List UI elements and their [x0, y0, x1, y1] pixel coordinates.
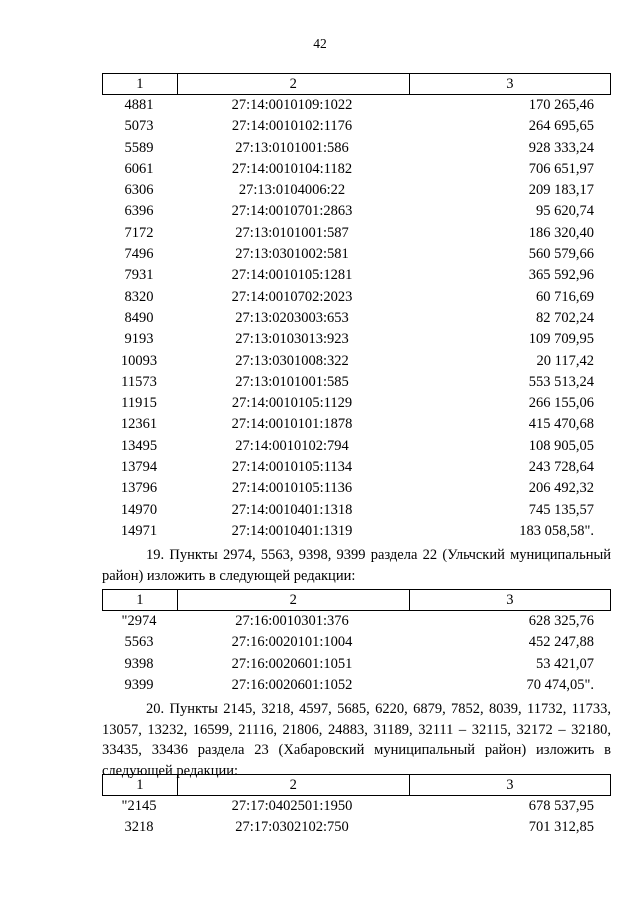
- item-number: 6306: [124, 182, 154, 199]
- table-row: [102, 654, 611, 675]
- table-row: [102, 201, 611, 222]
- cadastral-number: 27:13:0103013:923: [235, 331, 349, 348]
- cadastral-value: 452 247,88: [528, 634, 594, 651]
- item-number: 9399: [124, 676, 154, 693]
- cadastral-value: 706 651,97: [528, 160, 594, 177]
- cadastral-value: 186 320,40: [528, 224, 594, 241]
- item-number: 6396: [124, 203, 154, 220]
- cadastral-value: 108 905,05: [528, 437, 594, 454]
- cadastral-value: 264 695,65: [528, 118, 594, 135]
- item-number: 12361: [120, 416, 158, 433]
- item-number: 9398: [124, 655, 154, 672]
- cadastral-number: 27:14:0010701:2863: [231, 203, 353, 220]
- header-col-3: 3: [410, 74, 611, 94]
- table-row: [102, 287, 611, 308]
- item-number: "2145: [121, 798, 157, 814]
- table-row: [102, 244, 611, 265]
- paragraph-20: [102, 699, 611, 781]
- cadastral-number: 27:13:0101001:586: [235, 139, 349, 156]
- cadastral-value: 365 592,96: [528, 267, 594, 284]
- item-number: 13495: [120, 437, 158, 454]
- cadastral-value: 928 333,24: [528, 139, 594, 156]
- table-3: [102, 774, 611, 839]
- cadastral-value: 745 135,57: [528, 501, 594, 518]
- item-number: 8320: [124, 288, 154, 305]
- table-row: [102, 116, 611, 137]
- cadastral-value: 70 474,05".: [526, 676, 594, 693]
- table-row: [102, 611, 611, 632]
- item-number: 5589: [124, 139, 154, 156]
- item-number: 14971: [120, 522, 158, 539]
- header-col-2: 2: [178, 74, 410, 94]
- item-number: 10093: [120, 352, 158, 369]
- cadastral-number: 27:16:0020101:1004: [231, 634, 353, 651]
- cadastral-value: 206 492,32: [528, 480, 594, 497]
- item-number: 7172: [124, 224, 154, 241]
- table-row: [102, 351, 611, 372]
- cadastral-value: 109 709,95: [528, 331, 594, 348]
- cadastral-number: 27:13:0104006:22: [238, 182, 346, 199]
- cadastral-number: 27:14:0010401:1318: [231, 501, 353, 518]
- table-row: [102, 138, 611, 159]
- cadastral-number: 27:14:0010105:1129: [231, 395, 353, 412]
- cadastral-number: 27:14:0010104:1182: [231, 160, 353, 177]
- item-number: 11915: [121, 395, 157, 412]
- cadastral-number: 27:14:0010105:1281: [231, 267, 353, 284]
- cadastral-value: 53 421,07: [536, 655, 594, 672]
- cadastral-value: 701 312,85: [528, 819, 594, 836]
- table-row: [102, 817, 611, 838]
- cadastral-number: 27:13:0301008:322: [235, 352, 349, 369]
- table-row: [102, 521, 611, 542]
- header-col-3: 3: [410, 590, 611, 610]
- table-row: [102, 393, 611, 414]
- cadastral-value: 209 183,17: [528, 182, 594, 199]
- cadastral-number: 27:13:0203003:653: [235, 309, 349, 326]
- table-row: [102, 632, 611, 653]
- cadastral-value: 82 702,24: [536, 309, 594, 326]
- cadastral-number: 27:14:0010105:1136: [231, 480, 353, 497]
- item-number: 6061: [124, 160, 154, 177]
- paragraph-19-text: 19. Пункты 2974, 5563, 9398, 9399 раздела 22 (Ульчский муниципальный район) изложить в следующей редакции:: [102, 547, 611, 584]
- cadastral-value: 553 513,24: [528, 373, 594, 390]
- cadastral-value: 95 620,74: [536, 203, 594, 220]
- item-number: 5563: [124, 634, 154, 651]
- cadastral-value: 415 470,68: [528, 416, 594, 433]
- header-col-1: 1: [103, 775, 178, 795]
- cadastral-number: 27:14:0010702:2023: [231, 288, 353, 305]
- table-row: [102, 329, 611, 350]
- table-header: [102, 73, 611, 95]
- cadastral-number: 27:16:0020601:1051: [231, 655, 353, 672]
- header-col-2: 2: [178, 775, 410, 795]
- table-1-body: [102, 95, 611, 542]
- cadastral-number: 27:13:0101001:587: [235, 224, 349, 241]
- table-row: [102, 436, 611, 457]
- item-number: 9193: [124, 331, 154, 348]
- cadastral-number: 27:14:0010102:1176: [231, 118, 353, 135]
- table-1: [102, 73, 611, 542]
- cadastral-number: 27:17:0402501:1950: [231, 798, 353, 814]
- cadastral-number: 27:14:0010105:1134: [231, 459, 353, 476]
- item-number: 5073: [124, 118, 154, 135]
- table-row: [102, 675, 611, 696]
- item-number: 4881: [124, 97, 154, 113]
- cadastral-number: 27:16:0020601:1052: [231, 676, 353, 693]
- table-2-body: [102, 611, 611, 696]
- cadastral-value: 560 579,66: [528, 246, 594, 263]
- cadastral-number: 27:13:0301002:581: [235, 246, 349, 263]
- cadastral-number: 27:14:0010101:1878: [231, 416, 353, 433]
- cadastral-value: 20 117,42: [536, 352, 594, 369]
- item-number: 7931: [124, 267, 154, 284]
- header-col-1: 1: [103, 590, 178, 610]
- cadastral-value: 266 155,06: [528, 395, 594, 412]
- cadastral-number: 27:14:0010109:1022: [231, 97, 353, 113]
- table-row: [102, 223, 611, 244]
- table-row: [102, 265, 611, 286]
- cadastral-number: 27:14:0010401:1319: [231, 522, 353, 539]
- table-row: [102, 500, 611, 521]
- table-row: [102, 796, 611, 817]
- table-row: [102, 478, 611, 499]
- table-2: [102, 589, 611, 696]
- header-col-2: 2: [178, 590, 410, 610]
- cadastral-number: 27:13:0101001:585: [235, 373, 349, 390]
- table-row: [102, 414, 611, 435]
- header-col-3: 3: [410, 775, 611, 795]
- table-row: [102, 180, 611, 201]
- item-number: 3218: [124, 819, 154, 836]
- cadastral-value: 170 265,46: [528, 97, 594, 113]
- table-row: [102, 95, 611, 116]
- cadastral-number: 27:14:0010102:794: [235, 437, 349, 454]
- item-number: 14970: [120, 501, 158, 518]
- cadastral-value: 628 325,76: [528, 613, 594, 629]
- table-row: [102, 308, 611, 329]
- table-row: [102, 159, 611, 180]
- header-col-1: 1: [103, 74, 178, 94]
- table-row: [102, 457, 611, 478]
- page-number: 42: [313, 36, 327, 51]
- cadastral-value: 60 716,69: [536, 288, 594, 305]
- item-number: "2974: [121, 613, 157, 629]
- table-header: [102, 774, 611, 796]
- table-3-body: [102, 796, 611, 839]
- paragraph-19: [102, 545, 611, 586]
- item-number: 13796: [120, 480, 158, 497]
- item-number: 7496: [124, 246, 154, 263]
- cadastral-number: 27:17:0302102:750: [235, 819, 349, 836]
- item-number: 8490: [124, 309, 154, 326]
- paragraph-20-text: 20. Пункты 2145, 3218, 4597, 5685, 6220, 6879, 7852, 8039, 11732, 11733, 13057, 13232, 16599, 21116, 21806, 24883, 31189, 32111 – 32115, 32172 – 32180, 33435, 33436 раздела 23 (Хабаровский муниципальный район) изложить в следующей редакции:: [102, 701, 611, 779]
- item-number: 11573: [121, 373, 157, 390]
- cadastral-value: 183 058,58".: [519, 522, 594, 539]
- cadastral-value: 243 728,64: [528, 459, 594, 476]
- table-row: [102, 372, 611, 393]
- cadastral-number: 27:16:0010301:376: [235, 613, 349, 629]
- table-header: [102, 589, 611, 611]
- item-number: 13794: [120, 459, 158, 476]
- cadastral-value: 678 537,95: [528, 798, 594, 814]
